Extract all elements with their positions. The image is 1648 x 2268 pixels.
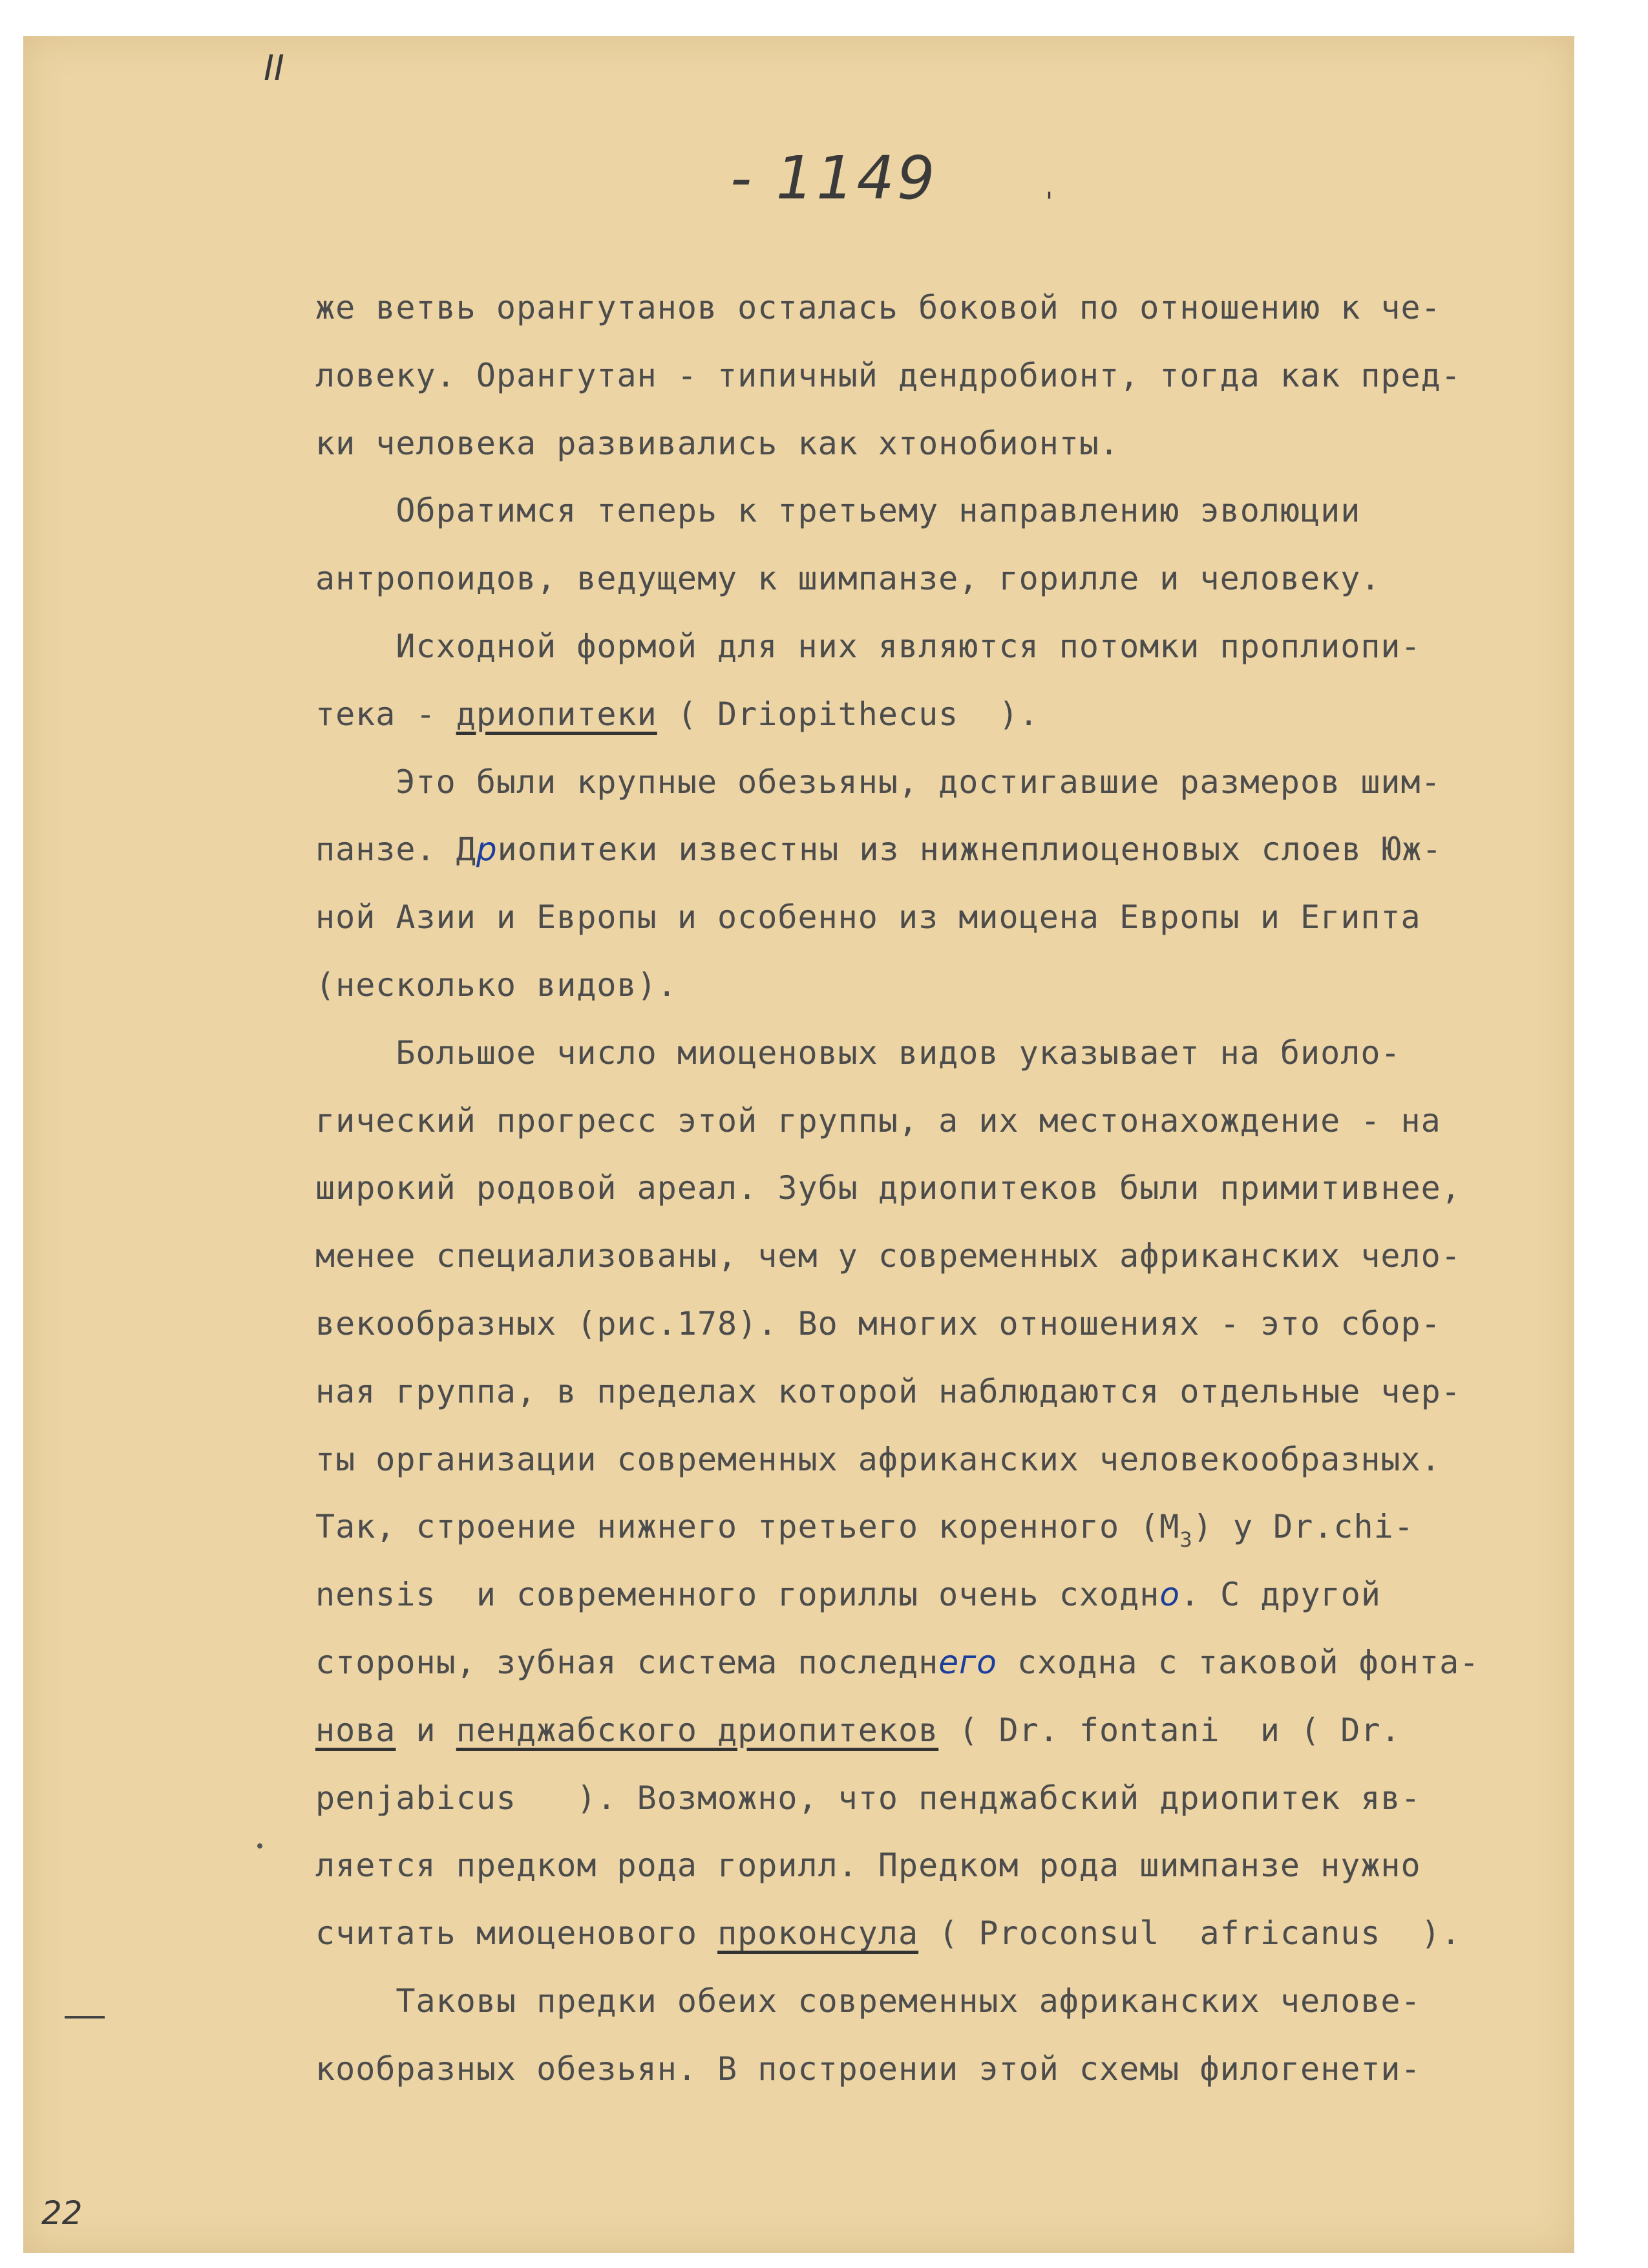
- text-run: иопитеки известны из нижнеплиоценовых слоев Юж-: [497, 831, 1442, 869]
- text-run: ( Dr. fontani и ( Dr.: [938, 1711, 1401, 1749]
- text-line: гический прогресс этой группы, а их местонахождение - на: [315, 1101, 1441, 1139]
- handwritten-correction: его: [938, 1643, 997, 1681]
- text-line: ная группа, в пределах которой наблюдаются отдельные чер-: [315, 1372, 1461, 1410]
- underlined-word: нова: [315, 1711, 396, 1749]
- text-line: векообразных (рис.178). Во многих отношениях - это сбор-: [315, 1304, 1441, 1342]
- text-line: [315, 1900, 1556, 1967]
- text-run: . С другой: [1179, 1576, 1381, 1614]
- text-line: [315, 1697, 1556, 1765]
- text-line: антропоидов, ведущему к шимпанзе, горилле и человеку.: [315, 560, 1381, 598]
- text-line: Исходной формой для них являются потомки проплиопи-: [315, 627, 1421, 665]
- dash-mark: [65, 2016, 105, 2019]
- subscript: 3: [1179, 1527, 1193, 1553]
- text-line: [315, 1629, 1556, 1697]
- text-line: Таковы предки обеих современных африканских челове-: [315, 1982, 1421, 2020]
- text-run: nensis и современного гориллы очень сходн: [315, 1576, 1160, 1614]
- text-run: стороны, зубная система последн: [315, 1643, 939, 1681]
- text-run: считать миоценового: [315, 1914, 718, 1953]
- underlined-word: дриопитеки: [456, 695, 657, 733]
- text-line: [315, 816, 1556, 884]
- text-run: и: [396, 1711, 456, 1749]
- dot-mark: [257, 1843, 262, 1849]
- text-line: [315, 681, 1556, 748]
- text-line: (несколько видов).: [315, 966, 677, 1004]
- text-line: ты организации современных африканских человекообразных.: [315, 1440, 1441, 1478]
- typed-text-body: [315, 274, 1556, 2103]
- text-line: [315, 1493, 1556, 1561]
- handwritten-correction: о: [1159, 1576, 1180, 1614]
- text-run: Так, строение нижнего третьего коренного (M: [315, 1508, 1180, 1546]
- corner-mark: II: [264, 48, 284, 89]
- handwritten-correction: р: [476, 831, 498, 869]
- text-run: тека -: [315, 695, 456, 733]
- text-line: penjabicus ). Возможно, что пенджабский дриопитек яв-: [315, 1779, 1421, 1817]
- underlined-word: проконсула: [717, 1914, 919, 1953]
- text-line: кообразных обезьян. В построении этой схемы филогенети-: [315, 2050, 1421, 2088]
- text-run: ( Proconsul africanus ).: [918, 1914, 1461, 1953]
- text-line: ной Азии и Европы и особенно из миоцена Европы и Египта: [315, 898, 1421, 937]
- text-line: Обратимся теперь к третьему направлению эволюции: [315, 492, 1361, 530]
- text-line: менее специализованы, чем у современных африканских чело-: [315, 1237, 1461, 1275]
- underlined-word: пенджабского дриопитеков: [456, 1711, 939, 1749]
- text-run: сходна с таковой фонта-: [997, 1643, 1480, 1681]
- text-line: ляется предком рода горилл. Предком рода шимпанзе нужно: [315, 1847, 1421, 1885]
- text-line: Это были крупные обезьяны, достигавшие размеров шим-: [315, 763, 1441, 801]
- text-run: панзе. Д: [315, 831, 476, 869]
- page-number: - 1149: [730, 143, 938, 213]
- text-line: же ветвь орангутанов осталась боковой по отношению к че-: [315, 289, 1441, 326]
- text-line: [315, 1561, 1556, 1629]
- text-run: ( Driopithecus ).: [657, 695, 1039, 733]
- text-run: ) у Dr.chi-: [1192, 1508, 1414, 1546]
- text-line: ловеку. Орангутан - типичный дендробионт, тогда как пред-: [315, 356, 1461, 394]
- text-line: широкий родовой ареал. Зубы дриопитеков были примитивнее,: [315, 1169, 1461, 1207]
- bottom-mark: 22: [41, 2194, 83, 2232]
- text-line: ки человека развивались как хтонобионты.: [315, 424, 1120, 462]
- tick-mark: ': [1046, 187, 1053, 217]
- text-line: Большое число миоценовых видов указывает на биоло-: [315, 1033, 1401, 1072]
